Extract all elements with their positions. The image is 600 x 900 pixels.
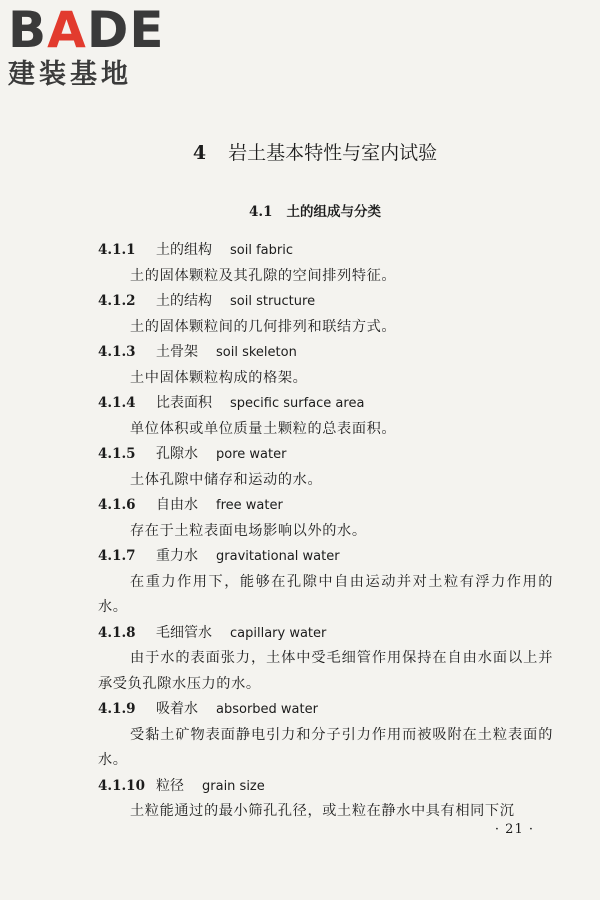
term-definition: 土的固体颗粒及其孔隙的空间排列特征。 [130, 267, 397, 284]
term-english: grain size [202, 778, 265, 794]
term-entry [98, 544, 553, 621]
term-english: soil structure [230, 294, 316, 309]
term-chinese: 毛细管水 [156, 624, 212, 641]
term-chinese: 自由水 [156, 497, 198, 513]
term-heading [98, 774, 553, 800]
term-entry [98, 493, 553, 544]
term-definition: 存在于土粒表面电场影响以外的水。 [130, 522, 367, 539]
term-english: capillary water [230, 625, 327, 641]
term-heading [98, 442, 553, 468]
term-heading [98, 621, 553, 647]
term-definition: 土体孔隙中储存和运动的水。 [130, 471, 323, 488]
term-chinese: 比表面积 [156, 395, 212, 411]
term-number: 4.1.2 [98, 293, 136, 309]
term-entry [98, 442, 553, 493]
term-heading [98, 289, 553, 315]
term-heading [98, 493, 553, 519]
chapter-title [0, 139, 600, 167]
chapter-title-text: 岩土基本特性与室内试验 [228, 142, 438, 164]
term-number: 4.1.4 [98, 395, 136, 411]
term-list [98, 238, 553, 825]
term-definition: 土粒能通过的最小筛孔孔径，或土粒在静水中具有相同下沉 [130, 803, 515, 819]
term-entry [98, 238, 553, 289]
term-heading [98, 544, 553, 570]
term-entry [98, 391, 553, 442]
term-definition: 土的固体颗粒间的几何排列和联结方式。 [130, 318, 397, 335]
term-chinese: 土的组构 [156, 242, 212, 258]
term-entry [98, 697, 553, 774]
term-number: 4.1.1 [98, 242, 136, 258]
term-number: 4.1.8 [98, 624, 136, 641]
term-entry [98, 340, 553, 391]
term-definition: 受黏土矿物表面静电引力和分子引力作用而被吸附在土粒表面的水。 [98, 726, 553, 768]
term-heading [98, 697, 553, 723]
term-heading [98, 340, 553, 366]
term-english: free water [216, 498, 283, 513]
term-entry [98, 289, 553, 340]
term-english: soil skeleton [216, 345, 297, 360]
term-chinese: 重力水 [156, 548, 198, 564]
term-heading [98, 391, 553, 417]
term-chinese: 土的结构 [156, 293, 212, 309]
term-number: 4.1.3 [98, 344, 136, 360]
term-chinese: 粒径 [156, 777, 184, 794]
term-definition: 由于水的表面张力，土体中受毛细管作用保持在自由水面以上并承受负孔隙水压力的水。 [98, 650, 553, 692]
term-english: specific surface area [230, 396, 365, 411]
term-chinese: 土骨架 [156, 344, 198, 360]
chapter-number: 4 [192, 142, 207, 164]
term-entry [98, 621, 553, 698]
section-number: 4.1 [249, 204, 273, 220]
section-title [0, 202, 600, 222]
term-english: pore water [216, 447, 287, 462]
term-number: 4.1.10 [98, 777, 145, 794]
term-definition: 土中固体颗粒构成的格架。 [130, 369, 308, 386]
term-number: 4.1.5 [98, 446, 136, 462]
term-english: absorbed water [216, 702, 318, 717]
term-number: 4.1.7 [98, 548, 136, 564]
term-definition: 单位体积或单位质量土颗粒的总表面积。 [130, 420, 397, 437]
term-heading [98, 238, 553, 264]
page-number: · 21 · [494, 822, 534, 837]
term-chinese: 孔隙水 [156, 446, 198, 462]
term-definition: 在重力作用下，能够在孔隙中自由运动并对土粒有浮力作用的水。 [98, 573, 553, 615]
term-number: 4.1.9 [98, 701, 136, 717]
term-entry [98, 774, 553, 825]
logo-subtitle: 建装基地 [8, 59, 132, 90]
term-number: 4.1.6 [98, 497, 136, 513]
logo [8, 1, 178, 92]
term-english: soil fabric [230, 243, 293, 258]
logo-wordmark: BADE [8, 1, 165, 59]
section-title-text: 土的组成与分类 [286, 204, 381, 220]
term-chinese: 吸着水 [156, 701, 198, 717]
term-english: gravitational water [216, 549, 340, 564]
